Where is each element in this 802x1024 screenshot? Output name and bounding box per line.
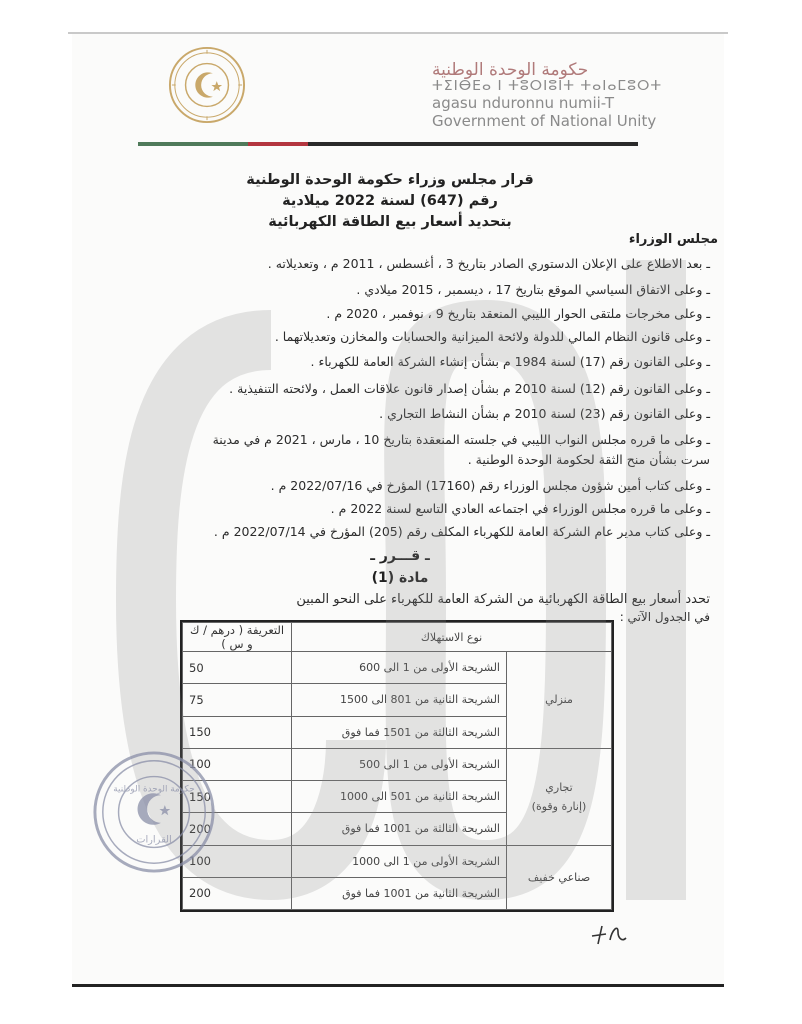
consumption-type-sublabel: (إنارة وقوة) xyxy=(531,799,587,813)
decision-title-line-3: بتحديد أسعار بيع الطاقة الكهربائية xyxy=(268,214,512,230)
signature-icon xyxy=(588,918,634,948)
price-cell: 100 xyxy=(183,845,292,877)
government-emblem-icon xyxy=(168,46,246,124)
consumption-type-cell: صناعي خفيف xyxy=(507,845,612,910)
price-cell: 150 xyxy=(183,716,292,748)
price-cell: 200 xyxy=(183,813,292,845)
preamble-line: ـ وعلى كتاب أمين شؤون مجلس الوزراء رقم (17160) المؤرخ في 2022/07/16 م . xyxy=(270,478,710,493)
header-tifinagh-name: ⵜⵉⵏⴱⴹⴰ ⵏ ⵜⵓⵔⵏⵓⵏⵜ ⵜⴰⵏⴰⵎⵓⵔⵜ xyxy=(432,78,663,94)
price-cell: 150 xyxy=(183,781,292,813)
tier-cell: الشريحة الثالثة من 1001 فما فوق xyxy=(292,813,507,845)
tariff-table xyxy=(180,620,614,912)
tier-cell: الشريحة الأولى من 1 الى 600 xyxy=(292,652,507,684)
table-row xyxy=(183,845,612,877)
tier-cell: الشريحة الأولى من 1 الى 500 xyxy=(292,748,507,780)
preamble-line: ـ وعلى الاتفاق السياسي الموقع بتاريخ 17 ، ديسمبر ، 2015 ميلادي . xyxy=(356,282,710,297)
article-label: مادة (1) xyxy=(371,570,429,586)
preamble-line: ـ بعد الاطلاع على الإعلان الدستوري الصادر بتاريخ 3 ، أغسطس ، 2011 م ، وتعديلاته . xyxy=(267,256,710,271)
preamble-line: ـ وعلى قانون النظام المالي للدولة ولائحة الميزانية والحسابات والمخازن وتعديلاتهما . xyxy=(274,329,710,344)
preamble-line: سرت بشأن منح الثقة لحكومة الوحدة الوطنية . xyxy=(467,452,710,467)
table-header-type: نوع الاستهلاك xyxy=(292,623,612,652)
price-cell: 200 xyxy=(183,877,292,909)
preamble-line: ـ وعلى مخرجات ملتقى الحوار الليبي المنعقد بتاريخ 9 ، نوفمبر ، 2020 م . xyxy=(326,306,710,321)
header-arabic-name: حكومة الوحدة الوطنية xyxy=(432,60,589,80)
header-rule-red xyxy=(248,142,308,146)
article-text-line: في الجدول الآتي : xyxy=(619,610,710,624)
header-tamazight-name: agasu nduronnu numii-T xyxy=(432,94,614,112)
preamble-line: ـ وعلى القانون رقم (17) لسنة 1984 م بشأن إنشاء الشركة العامة للكهرباء . xyxy=(310,354,710,369)
table-row xyxy=(183,748,612,780)
price-cell: 75 xyxy=(183,684,292,716)
preamble-line: ـ وعلى ما قرره مجلس الوزراء في اجتماعه العادي التاسع لسنة 2022 م . xyxy=(330,501,710,516)
article-text-line: تحدد أسعار بيع الطاقة الكهربائية من الشركة العامة للكهرباء على النحو المبين xyxy=(296,592,710,607)
page-bottom-edge xyxy=(72,984,724,987)
consumption-type-label: تجاري xyxy=(545,780,573,794)
preamble-line: ـ وعلى كتاب مدير عام الشركة العامة للكهرباء المكلف رقم (205) المؤرخ في 2022/07/14 م . xyxy=(213,524,710,539)
header-english-name: Government of National Unity xyxy=(432,112,657,130)
tier-cell: الشريحة الثالثة من 1501 فما فوق xyxy=(292,716,507,748)
tier-cell: الشريحة الثانية من 801 الى 1500 xyxy=(292,684,507,716)
price-cell: 50 xyxy=(183,652,292,684)
header-rule-black xyxy=(308,142,638,146)
price-cell: 100 xyxy=(183,748,292,780)
tier-cell: الشريحة الثانية من 1001 فما فوق xyxy=(292,877,507,909)
tier-cell: الشريحة الثانية من 501 الى 1000 xyxy=(292,781,507,813)
consumption-type-cell: منزلي xyxy=(507,652,612,749)
table-header-price: التعريفة ( درهم / ك و س ) xyxy=(183,623,292,652)
decision-word: ـ قـــرر ـ xyxy=(370,548,430,564)
page-top-edge xyxy=(68,32,728,34)
decision-title-line-2: رقم (647) لسنة 2022 ميلادية xyxy=(282,193,498,209)
preamble-line: ـ وعلى ما قرره مجلس النواب الليبي في جلسته المنعقدة بتاريخ 10 ، مارس ، 2021 م في مدينة xyxy=(212,432,710,447)
table-row xyxy=(183,652,612,684)
preamble-line: ـ وعلى القانون رقم (23) لسنة 2010 م بشأن النشاط التجاري . xyxy=(379,406,710,421)
preamble-line: ـ وعلى القانون رقم (12) لسنة 2010 م بشأن إصدار قانون علاقات العمل ، ولائحته التنفيذية . xyxy=(229,381,710,396)
decision-title-line-1: قرار مجلس وزراء حكومة الوحدة الوطنية xyxy=(246,172,534,188)
header-rule-green xyxy=(138,142,248,146)
council-label: مجلس الوزراء xyxy=(628,232,718,247)
seal-top-text: حكومة الوحدة الوطنية xyxy=(113,784,195,795)
seal-bottom-text: القرارات xyxy=(136,834,172,846)
tier-cell: الشريحة الأولى من 1 الى 1000 xyxy=(292,845,507,877)
decisions-seal-icon xyxy=(90,748,218,876)
table-header-row xyxy=(183,623,612,652)
consumption-type-cell xyxy=(507,748,612,845)
